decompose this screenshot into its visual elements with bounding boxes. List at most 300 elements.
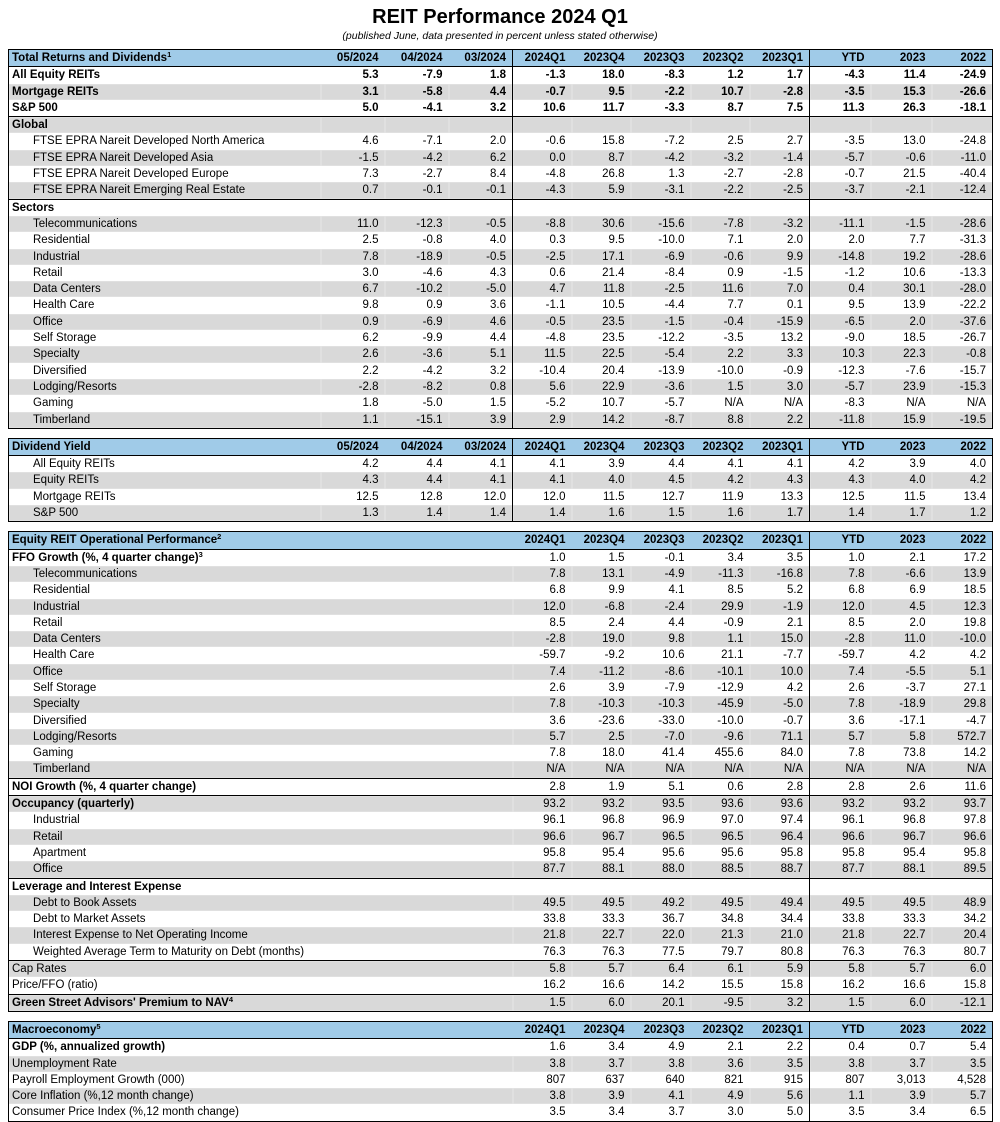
value-cell: 95.8: [543, 846, 566, 859]
value-cell: -10.0: [658, 234, 685, 247]
row-label: Residential: [33, 584, 90, 597]
value-cell: -3.7: [905, 681, 926, 694]
value-cell: 2.1: [727, 1041, 744, 1054]
value-cell: 19.8: [963, 616, 986, 629]
value-cell: 11.6: [932, 778, 993, 795]
value-cell: -15.3: [932, 379, 993, 395]
value-cell: 4.2: [970, 649, 986, 662]
value-cell: -12.9: [717, 681, 744, 694]
value-cell: 1.5: [490, 397, 506, 410]
column-header: 2023Q3: [631, 438, 691, 455]
column-header: 04/2024: [385, 50, 449, 67]
value-cell: [321, 117, 385, 134]
value-cell: [513, 199, 572, 216]
value-cell: 1.4: [449, 505, 513, 522]
value-cell: 5.0: [787, 1106, 804, 1119]
value-cell: -4.8: [513, 330, 572, 346]
value-cell: 4.1: [631, 1088, 691, 1104]
value-cell: -10.0: [932, 631, 993, 647]
value-cell: 3.9: [572, 1088, 631, 1104]
value-cell: -7.2: [664, 135, 685, 148]
row-label: Cap Rates: [9, 961, 513, 978]
value-cell: -4.2: [422, 364, 443, 377]
value-cell: 6.9: [909, 584, 926, 597]
value-cell: 9.9: [750, 249, 810, 265]
value-cell: -0.5: [449, 249, 513, 265]
value-cell: -8.8: [513, 216, 572, 232]
value-cell: 34.4: [780, 913, 803, 926]
value-cell: 17.2: [963, 551, 986, 564]
value-cell: 96.8: [602, 814, 625, 827]
row-label: Residential: [33, 234, 90, 247]
value-cell: -0.8: [422, 234, 443, 247]
row-label: Office: [9, 861, 513, 878]
column-header: 05/2024: [321, 50, 385, 67]
row-label: Health Care: [33, 649, 95, 662]
table-row: [9, 297, 993, 313]
value-cell: -12.4: [932, 182, 993, 199]
value-cell: -11.1: [810, 216, 871, 232]
footnote-marker: 5: [96, 1022, 101, 1032]
value-cell: 12.8: [420, 490, 443, 503]
value-cell: 4.3: [321, 472, 385, 488]
value-cell: 7.8: [513, 696, 572, 712]
row-label: Telecommunications: [9, 216, 321, 232]
value-cell: 16.2: [543, 979, 566, 992]
table-row: [9, 489, 993, 505]
value-cell: -3.2: [750, 216, 810, 232]
value-cell: 76.3: [810, 944, 871, 961]
value-cell: 10.6: [903, 266, 926, 279]
value-cell: [871, 878, 932, 895]
value-cell: 2.8: [810, 778, 871, 795]
value-cell: [631, 117, 691, 134]
value-cell: 1.6: [549, 1041, 566, 1054]
value-cell: -18.1: [959, 101, 986, 114]
value-cell: -3.2: [691, 150, 750, 166]
value-cell: 93.5: [631, 796, 691, 813]
value-cell: 5.6: [750, 1088, 810, 1104]
value-cell: 20.4: [602, 364, 625, 377]
value-cell: 10.3: [810, 346, 871, 362]
value-cell: 5.3: [362, 69, 379, 82]
value-cell: 5.0: [362, 101, 379, 114]
value-cell: 5.8: [810, 961, 871, 978]
value-cell: 637: [605, 1073, 625, 1086]
value-cell: -10.3: [572, 696, 631, 712]
value-cell: 0.6: [691, 778, 750, 795]
row-label: Office: [9, 314, 321, 330]
value-cell: 3.8: [631, 1056, 691, 1072]
value-cell: -12.1: [932, 994, 993, 1011]
value-cell: 93.2: [572, 796, 631, 813]
value-cell: 12.7: [662, 490, 685, 503]
value-cell: 15.5: [721, 979, 744, 992]
value-cell: -3.5: [810, 133, 871, 149]
value-cell: 4.1: [668, 584, 685, 597]
value-cell: 95.4: [903, 846, 926, 859]
value-cell: 0.3: [513, 232, 572, 248]
value-cell: 30.6: [572, 216, 631, 232]
value-cell: 95.6: [662, 846, 685, 859]
value-cell: 23.5: [572, 314, 631, 330]
value-cell: 13.0: [903, 135, 926, 148]
value-cell: [810, 117, 871, 134]
table-row: [9, 829, 993, 845]
table-row: [9, 631, 993, 647]
value-cell: -9.5: [691, 994, 750, 1011]
table-row: [9, 1056, 993, 1072]
value-cell: 9.8: [631, 631, 691, 647]
row-label: Lodging/Resorts: [9, 729, 513, 745]
value-cell: 29.8: [932, 696, 993, 712]
footnote-marker: 3: [198, 549, 203, 559]
row-label: Health Care: [33, 299, 95, 312]
value-cell: 13.3: [780, 490, 803, 503]
value-cell: -4.3: [513, 182, 572, 199]
value-cell: 96.6: [513, 829, 572, 845]
value-cell: -10.0: [717, 714, 744, 727]
value-cell: 11.8: [572, 281, 631, 297]
table-row: [9, 713, 993, 729]
value-cell: 2.5: [572, 729, 631, 745]
row-label: FTSE EPRA Nareit Developed Asia: [9, 150, 321, 166]
value-cell: 21.1: [721, 649, 744, 662]
value-cell: 79.7: [721, 945, 744, 958]
value-cell: 8.7: [572, 150, 631, 166]
row-label: Consumer Price Index (%,12 month change): [12, 1106, 239, 1119]
value-cell: 2.1: [787, 616, 803, 629]
value-cell: 3.5: [810, 1104, 871, 1121]
table-row: [9, 395, 993, 411]
value-cell: N/A: [691, 761, 750, 778]
value-cell: 9.5: [572, 84, 631, 100]
value-cell: 2.0: [810, 232, 871, 248]
value-cell: -1.2: [810, 265, 871, 281]
table-row: [9, 472, 993, 488]
row-label: Data Centers: [9, 281, 321, 297]
value-cell: 4.9: [691, 1088, 750, 1104]
value-cell: 18.0: [602, 69, 625, 82]
value-cell: -6.8: [572, 599, 631, 615]
table-row: [9, 615, 993, 631]
value-cell: 2.5: [727, 135, 744, 148]
value-cell: 36.7: [662, 913, 685, 926]
value-cell: 12.5: [356, 490, 379, 503]
row-label: S&P 500: [12, 101, 58, 114]
value-cell: -37.6: [932, 314, 993, 330]
value-cell: 4.4: [668, 458, 685, 471]
value-cell: -2.8: [750, 84, 810, 100]
table-row: [9, 647, 993, 663]
table-row: [9, 216, 993, 232]
value-cell: 1.5: [810, 994, 871, 1011]
section-title: Equity REIT Operational Performance$^2$: [9, 532, 513, 549]
row-label: Core Inflation (%,12 month change): [9, 1088, 513, 1104]
value-cell: 93.7: [932, 796, 993, 813]
value-cell: -45.9: [691, 696, 750, 712]
section-table-operational-performance: [8, 531, 993, 1012]
value-cell: 3.1: [321, 84, 385, 100]
value-cell: 49.4: [750, 895, 810, 911]
column-header: 2023Q1: [750, 532, 810, 549]
value-cell: 13.9: [903, 299, 926, 312]
value-cell: -7.9: [422, 69, 443, 82]
value-cell: -1.1: [513, 297, 572, 313]
value-cell: 1.7: [871, 505, 932, 522]
value-cell: 14.2: [963, 747, 986, 760]
value-cell: -7.0: [631, 729, 691, 745]
value-cell: 572.7: [932, 729, 993, 745]
section-header-row: [9, 50, 993, 67]
row-label: FFO Growth (%, 4 quarter change)$^3$: [12, 549, 203, 564]
value-cell: 3.7: [871, 1056, 932, 1072]
column-header: 2023Q3: [631, 1021, 691, 1038]
row-label: Specialty: [9, 346, 321, 362]
value-cell: 8.7: [727, 101, 744, 114]
value-cell: -10.4: [513, 363, 572, 379]
row-label: Equity REITs: [9, 472, 321, 488]
table-row: [9, 150, 993, 166]
row-label: Diversified: [33, 364, 87, 377]
table-row: [9, 549, 993, 566]
table-row: [9, 796, 993, 813]
value-cell: 76.3: [602, 945, 625, 958]
value-cell: 4.3: [750, 472, 810, 488]
value-cell: 26.8: [602, 168, 625, 181]
value-cell: -4.1: [422, 101, 443, 114]
value-cell: 6.0: [572, 994, 631, 1011]
value-cell: -5.0: [422, 397, 443, 410]
value-cell: 1.0: [549, 551, 566, 564]
row-label: Mortgage REITs: [9, 84, 321, 100]
value-cell: N/A: [932, 761, 993, 778]
section-table-total-returns-and-dividends: [8, 49, 993, 429]
value-cell: 11.3: [810, 100, 871, 117]
row-label: Debt to Market Assets: [33, 913, 146, 926]
value-cell: -40.4: [959, 168, 986, 181]
table-row: [9, 330, 993, 346]
value-cell: -26.6: [932, 84, 993, 100]
value-cell: 11.7: [602, 101, 625, 114]
value-cell: -24.8: [959, 135, 986, 148]
value-cell: 76.3: [903, 945, 926, 958]
value-cell: -5.8: [385, 84, 449, 100]
value-cell: -9.9: [422, 332, 443, 345]
value-cell: [449, 199, 513, 216]
page-title: REIT Performance 2024 Q1: [372, 6, 628, 28]
value-cell: 1.4: [513, 505, 572, 522]
row-label: Data Centers: [9, 631, 513, 647]
column-header: 2024Q1: [513, 50, 572, 67]
value-cell: [321, 199, 385, 216]
value-cell: 11.4: [903, 69, 926, 82]
value-cell: 6.0: [932, 961, 993, 978]
value-cell: 7.5: [787, 101, 803, 114]
value-cell: 1.8: [490, 69, 506, 82]
column-header: YTD: [810, 532, 871, 549]
value-cell: 12.3: [932, 599, 993, 615]
value-cell: 2.2: [787, 1041, 804, 1054]
value-cell: 8.4: [490, 168, 506, 181]
section-title: Dividend Yield: [9, 438, 321, 455]
value-cell: 96.7: [871, 829, 932, 845]
value-cell: 4.2: [362, 458, 379, 471]
table-row: [9, 67, 993, 84]
value-cell: 0.0: [513, 150, 572, 166]
value-cell: 2.2: [750, 412, 810, 429]
value-cell: 14.2: [572, 412, 631, 429]
value-cell: [691, 878, 750, 895]
value-cell: 27.1: [963, 681, 986, 694]
value-cell: 1.3: [321, 505, 385, 522]
value-cell: -8.6: [631, 664, 691, 680]
value-cell: 7.8: [810, 745, 871, 761]
value-cell: 2.0: [490, 135, 506, 148]
column-header: 2023: [871, 438, 932, 455]
value-cell: -4.4: [664, 299, 685, 312]
value-cell: 22.7: [572, 927, 631, 943]
value-cell: -1.5: [321, 150, 385, 166]
row-label: Retail: [9, 829, 513, 845]
value-cell: 6.0: [871, 994, 932, 1011]
value-cell: 16.6: [602, 979, 625, 992]
value-cell: 3.5: [549, 1106, 566, 1119]
value-cell: -4.6: [422, 266, 443, 279]
value-cell: 915: [783, 1073, 804, 1086]
value-cell: -14.8: [810, 249, 871, 265]
value-cell: 5.4: [970, 1041, 987, 1054]
value-cell: -5.7: [810, 379, 871, 395]
value-cell: -9.6: [691, 729, 750, 745]
row-label: Office: [9, 664, 513, 680]
value-cell: 3.9: [871, 1088, 932, 1104]
table-row: [9, 812, 993, 828]
value-cell: 2.8: [513, 778, 572, 795]
value-cell: 4.1: [490, 458, 506, 471]
value-cell: 4.1: [727, 458, 744, 471]
value-cell: [871, 199, 932, 216]
column-header: 2022: [932, 438, 993, 455]
value-cell: [572, 117, 631, 134]
value-cell: -2.8: [810, 631, 871, 647]
value-cell: [572, 878, 631, 895]
value-cell: 96.6: [932, 829, 993, 845]
value-cell: -15.1: [385, 412, 449, 429]
value-cell: 15.8: [963, 979, 986, 992]
value-cell: -15.6: [631, 216, 691, 232]
value-cell: 11.5: [602, 490, 625, 503]
value-cell: -15.9: [750, 314, 810, 330]
value-cell: 1.5: [513, 994, 572, 1011]
row-label: Gaming: [33, 397, 74, 410]
value-cell: 33.8: [543, 913, 566, 926]
value-cell: 7.8: [321, 249, 385, 265]
value-cell: 88.5: [691, 861, 750, 878]
value-cell: -23.6: [598, 714, 625, 727]
value-cell: 95.6: [721, 846, 744, 859]
row-label: Global: [9, 117, 321, 134]
value-cell: 88.1: [572, 861, 631, 878]
value-cell: 95.8: [780, 846, 803, 859]
value-cell: 96.1: [810, 812, 871, 828]
value-cell: 1.7: [750, 505, 810, 522]
value-cell: 18.5: [903, 332, 926, 345]
table-row: [9, 761, 993, 778]
value-cell: -9.0: [810, 330, 871, 346]
value-cell: 1.2: [727, 69, 744, 82]
value-cell: 1.5: [691, 379, 750, 395]
value-cell: -0.7: [783, 714, 803, 727]
row-label: Leverage and Interest Expense: [9, 878, 513, 895]
table-row: [9, 182, 993, 199]
value-cell: 12.5: [810, 489, 871, 505]
value-cell: 3.5: [932, 1056, 993, 1072]
value-cell: 49.5: [691, 895, 750, 911]
value-cell: 3.3: [750, 346, 810, 362]
value-cell: 7.8: [810, 566, 871, 582]
table-row: [9, 166, 993, 182]
column-header: 2023Q1: [750, 1021, 810, 1038]
value-cell: 11.5: [903, 490, 926, 503]
value-cell: -0.7: [810, 166, 871, 182]
section-header-row: [9, 532, 993, 549]
column-header: 2023Q3: [631, 532, 691, 549]
value-cell: 4.7: [513, 281, 572, 297]
value-cell: 3.6: [810, 713, 871, 729]
table-row: [9, 977, 993, 994]
table-row: [9, 133, 993, 149]
value-cell: -10.1: [691, 664, 750, 680]
value-cell: -0.6: [871, 150, 932, 166]
subheader-row: [9, 878, 993, 895]
value-cell: 10.0: [750, 664, 810, 680]
value-cell: 15.8: [602, 135, 625, 148]
value-cell: -22.2: [959, 299, 986, 312]
value-cell: -11.2: [572, 664, 631, 680]
value-cell: 3,013: [896, 1073, 926, 1086]
value-cell: 7.7: [727, 299, 744, 312]
value-cell: 21.5: [903, 168, 926, 181]
value-cell: 3.4: [727, 551, 744, 564]
value-cell: 14.2: [662, 979, 685, 992]
value-cell: 455.6: [714, 747, 744, 760]
value-cell: -1.5: [783, 266, 803, 279]
column-header: 2023: [871, 532, 932, 549]
row-label: Industrial: [9, 599, 513, 615]
value-cell: -9.2: [604, 649, 625, 662]
value-cell: -11.3: [691, 566, 750, 582]
value-cell: [810, 199, 871, 216]
subheader-row: [9, 199, 993, 216]
value-cell: 4.2: [810, 456, 871, 473]
value-cell: 1.5: [631, 505, 691, 522]
value-cell: 807: [546, 1073, 566, 1086]
value-cell: -3.1: [631, 182, 691, 199]
value-cell: -2.8: [513, 631, 572, 647]
value-cell: 96.4: [750, 829, 810, 845]
footnote-marker: 1: [167, 50, 172, 60]
value-cell: 4.1: [787, 458, 803, 471]
value-cell: 1.4: [385, 505, 449, 522]
value-cell: -5.7: [664, 397, 685, 410]
value-cell: 3.2: [490, 364, 506, 377]
table-row: [9, 265, 993, 281]
row-label: Specialty: [9, 696, 513, 712]
column-header: 2023Q4: [572, 50, 631, 67]
value-cell: 93.2: [871, 796, 932, 813]
value-cell: -5.0: [750, 696, 810, 712]
